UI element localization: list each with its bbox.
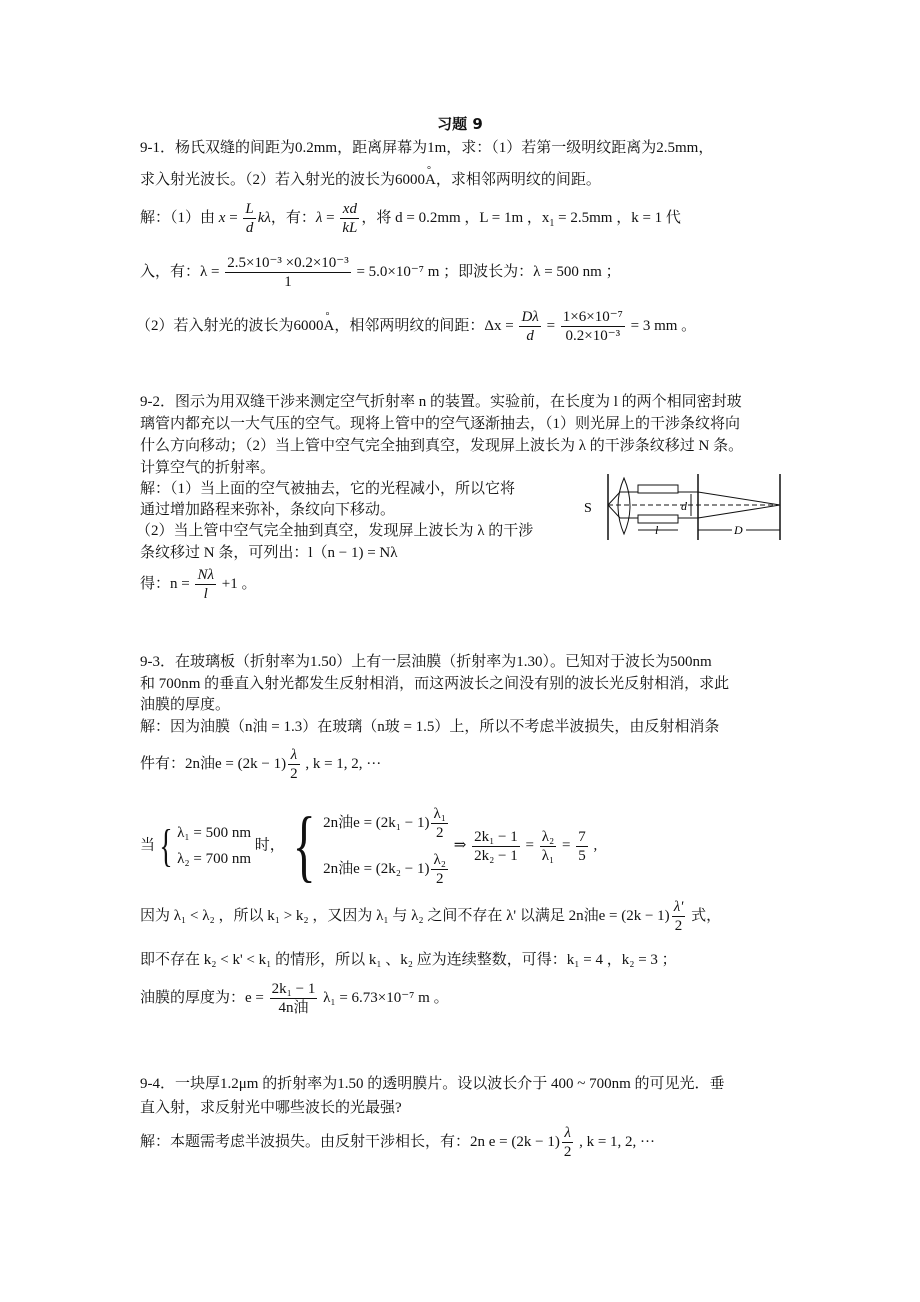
question-text: 什么方向移动；（2）当上管中空气完全抽到真空，发现屏上波长为 λ 的干涉条纹移过 N 条。 <box>140 438 744 454</box>
denominator: l <box>203 586 208 603</box>
denominator: 5 <box>578 847 586 864</box>
brace: { <box>159 820 173 871</box>
solution-line: 解：因为油膜（n油 = 1.3）在玻璃（n玻 = 1.5）上，所以不考虑半波损失，由反射相消条 <box>140 719 720 735</box>
text-span: ，有： <box>270 210 316 226</box>
fraction <box>472 828 520 865</box>
solution-line: 通过增加路程来弥补，条纹向下移动。 <box>140 502 396 518</box>
numerator: λ <box>288 746 300 765</box>
angstrom-unit: ° A <box>425 170 436 190</box>
equation-stack <box>323 800 450 892</box>
text-span: 时， <box>251 837 285 854</box>
fraction <box>540 828 557 865</box>
text-span: = 3 mm 。 <box>626 318 697 334</box>
solution-line <box>140 564 256 604</box>
solution-line: （2）若入射光的波长为6000° A，相邻两明纹的间距：Δx = $\frac{D\lambda}{d}$ = $\frac{\text{1×6×10⁻⁷}}{\text{0.2×10⁻³}}$ = 3 mm 。 <box>136 306 696 346</box>
denominator: 2 <box>563 1144 572 1161</box>
text-span: , k = 1, 2, ··· <box>575 1134 656 1150</box>
double-slit-diagram <box>580 470 795 545</box>
question-text <box>140 170 601 190</box>
numerator: 2.5×10⁻³ ×0.2×10⁻³ <box>227 255 349 272</box>
upper-tube <box>638 485 678 493</box>
solution-line <box>140 1122 655 1162</box>
denominator: 0.2×10⁻³ <box>565 328 621 345</box>
numerator: Dλ <box>521 309 539 326</box>
text-span: , k = 1, 2, ··· <box>301 756 382 772</box>
text-span: 式， <box>687 908 722 924</box>
fraction <box>672 898 686 935</box>
question-text: 9-4．一块厚1.2μm 的折射率为1.50 的透明膜片。设以波长介于 400 ~ 700nm 的可见光．垂 <box>140 1076 725 1092</box>
text-span: = <box>225 210 242 226</box>
lower-tube <box>638 515 678 523</box>
page-title: 习题 9 <box>437 115 483 133</box>
question-text: 计算空气的折射率。 <box>140 460 276 476</box>
denominator: 2 <box>435 825 444 842</box>
text-span: 求入射光波长。（2）若入射光的波长为6000 <box>140 172 426 188</box>
text-span: 件有：2n油e = (2k − 1) <box>140 756 287 772</box>
text-span: , <box>589 837 598 854</box>
numerator: L <box>245 201 254 218</box>
text-span: ，求相邻两明纹的间距。 <box>435 172 601 188</box>
solution-system: 当{ λ₁ = 500 nm λ₂ = 700 nm 时，{ 2n油e = (2k₁ − 1) $\frac{\text{λ₁}}{2}$ 2n油e = (2k₂ − 1) $\frac{\text{λ₂}}{2}$ ⇒ $\frac{\text{2k₁ − 1}}{\text{2k₂ − 1}}$ = $\frac{\text{λ₂}}{\text{λ₁}}$ = $\frac{7}{5}$ , <box>140 802 598 890</box>
numerator: Nλ <box>197 567 214 584</box>
text-span: ，相邻两明纹的间距：Δx = <box>334 318 518 334</box>
solution-line: 解：（1）由 x = $\frac{L}{d}$ kλ，有：λ = $\frac{xd}{kL}$ ，将 d = 0.2mm ，L = 1m ，$x_1 = 2.5mm$ ，k = 1 代 <box>140 201 681 237</box>
denominator: 2k₂ − 1 <box>474 847 518 864</box>
text-span: ，将 d = 0.2mm ，L = 1m ，x <box>361 210 550 226</box>
question-text: 9-3．在玻璃板（折射率为1.50）上有一层油膜（折射率为1.30）。已知对于波长为500nm <box>140 654 712 670</box>
label-d: d <box>681 499 687 513</box>
fraction <box>576 828 588 865</box>
text-span: 油膜的厚度为：e = <box>140 990 268 1006</box>
implies-arrow: ⇒ <box>449 837 471 854</box>
brace: { <box>292 802 316 890</box>
equation <box>323 800 450 846</box>
math-var: λ <box>315 210 323 226</box>
math-var: kλ <box>257 210 271 226</box>
text-span: +1 。 <box>217 576 257 592</box>
numerator: λ₂ <box>541 828 555 845</box>
denominator: 2 <box>435 871 444 888</box>
question-text: 油膜的厚度。 <box>140 697 231 713</box>
denominator: kL <box>342 220 358 237</box>
numerator: 2k₁ − 1 <box>474 828 518 845</box>
solution-line <box>140 896 721 936</box>
text-span: 解：本题需考虑半波损失。由反射干涉相长，有：2n e = (2k − 1) <box>140 1134 560 1150</box>
text-span: 当 <box>140 837 156 854</box>
question-text: 9-2．图示为用双缝干涉来测定空气折射率 n 的装置。实验前，在长度为 l 的两个相同密封玻 <box>140 394 742 410</box>
solution-line: 即不存在 k₂ < k' < k₁ 的情形，所以 k₁ 、k₂ 应为连续整数，可得：k₁ = 4 ，k₂ = 3 ； <box>140 952 677 968</box>
text-span: 解：（1）由 <box>140 210 219 226</box>
fraction <box>431 851 448 888</box>
solution-line <box>140 978 449 1018</box>
question-text: 和 700nm 的垂直入射光都发生反射相消，而这两波长之间没有别的波长光反射相消，求此 <box>140 676 730 692</box>
denominator: d <box>526 328 534 345</box>
numerator: 7 <box>578 828 586 845</box>
label-D: D <box>734 523 743 537</box>
text-span: 2n油e = (2k₁ − 1) <box>323 815 430 831</box>
numerator: λ₂ <box>433 852 446 869</box>
fraction <box>195 566 216 603</box>
text-span: 因为 λ₁ < λ₂ ，所以 k₁ > k₂ ，又因为 λ₁ 与 λ₂ 之间不存在 λ' 以满足 2n油e = (2k − 1) <box>140 908 670 924</box>
label-l: l <box>655 523 659 537</box>
condition: λ₁ = 500 nm <box>177 825 251 841</box>
label-s: S <box>584 501 592 516</box>
text-span: = 2.5mm ，k = 1 代 <box>554 210 681 226</box>
solution-line <box>140 744 381 784</box>
denominator: λ₁ <box>541 847 555 864</box>
fraction <box>431 805 448 842</box>
lens <box>618 478 630 534</box>
equation <box>323 846 450 892</box>
condition: λ₂ = 700 nm <box>177 851 251 867</box>
ray <box>698 492 780 505</box>
solution-line: 解：（1）当上面的空气被抽去，它的光程减小，所以它将 <box>140 481 516 497</box>
fraction <box>243 200 255 237</box>
fraction <box>270 980 318 1017</box>
numerator: λ <box>562 1124 574 1143</box>
numerator: xd <box>340 200 359 219</box>
text-span: λ₁ = 6.73×10⁻⁷ m 。 <box>319 990 449 1006</box>
condition-stack <box>177 820 251 872</box>
question-text: 直入射，求反射光中哪些波长的光最强? <box>140 1100 402 1116</box>
fraction <box>225 254 350 291</box>
solution-line: （2）当上管中空气完全抽到真空，发现屏上波长为 λ 的干涉 <box>136 523 534 539</box>
numerator: λ' <box>673 899 684 916</box>
subscript: 1 <box>549 218 555 229</box>
text-span: 入，有：λ = <box>140 264 224 280</box>
denominator: d <box>245 220 254 237</box>
fraction <box>288 746 300 783</box>
denominator: 4n油 <box>278 1000 309 1017</box>
numerator: 2k₁ − 1 <box>271 981 316 998</box>
fraction <box>340 200 359 237</box>
denominator: 2 <box>674 918 683 935</box>
solution-line <box>140 252 621 292</box>
solution-line: 条纹移过 N 条，可列出：l（n − 1) = Nλ <box>140 545 398 561</box>
ray <box>698 505 780 518</box>
denominator: 1 <box>284 274 292 291</box>
text-span: = 5.0×10⁻⁷ m ；即波长为：λ = 500 nm ； <box>352 264 621 280</box>
angstrom-unit: ° A <box>324 306 335 346</box>
text-span: 得：n = <box>140 576 194 592</box>
question-text: 9-1．杨氏双缝的间距为0.2mm，距离屏幕为1m，求：（1）若第一级明纹距离为2.5mm， <box>140 140 714 156</box>
question-text: 璃管内都充以一大气压的空气。现将上管中的空气逐渐抽去，（1）则光屏上的干涉条纹将向 <box>140 416 741 432</box>
text-span: 2n油e = (2k₂ − 1) <box>323 861 430 877</box>
fraction <box>562 1124 574 1161</box>
denominator: 2 <box>290 766 298 783</box>
numerator: 1×6×10⁻⁷ <box>562 309 623 326</box>
text-span: （2）若入射光的波长为6000 <box>136 318 324 334</box>
fraction <box>561 308 625 345</box>
math-var: x <box>218 210 226 226</box>
numerator: λ₁ <box>433 806 446 823</box>
fraction <box>519 308 540 345</box>
